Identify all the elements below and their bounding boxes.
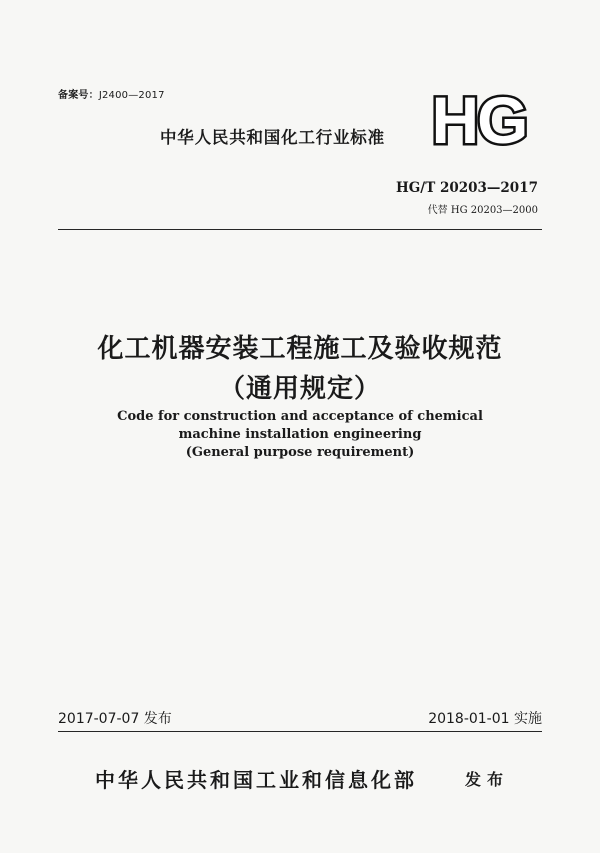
filing-value: J2400—2017 xyxy=(98,90,165,101)
subtitle-chinese: （通用规定） xyxy=(218,374,381,404)
filing-label: 备案号： xyxy=(58,90,99,101)
publish-label: 发布 xyxy=(465,770,510,789)
title-english-line-2: machine installation engineering xyxy=(178,427,422,442)
issuing-ministry: 中华人民共和国工业和信息化部 xyxy=(95,768,417,792)
replaces-standard: 代替 HG 20203—2000 xyxy=(427,205,538,216)
bottom-divider xyxy=(58,731,542,732)
filing-number xyxy=(58,86,165,101)
title-chinese: 化工机器安装工程施工及验收规范 xyxy=(97,334,503,364)
hg-logo xyxy=(425,92,533,148)
standard-classification: 中华人民共和国化工行业标准 xyxy=(160,128,385,147)
standard-number: HG/T 20203—2017 xyxy=(395,180,538,196)
top-divider xyxy=(58,229,542,230)
implementation-date: 2018-01-01 实施 xyxy=(428,711,542,727)
title-english-line-1: Code for construction and acceptance of chemical xyxy=(117,409,483,424)
svg-text:HG: HG xyxy=(431,92,527,148)
issue-date: 2017-07-07 发布 xyxy=(58,711,172,727)
title-english-line-3: (General purpose requirement) xyxy=(185,445,415,460)
